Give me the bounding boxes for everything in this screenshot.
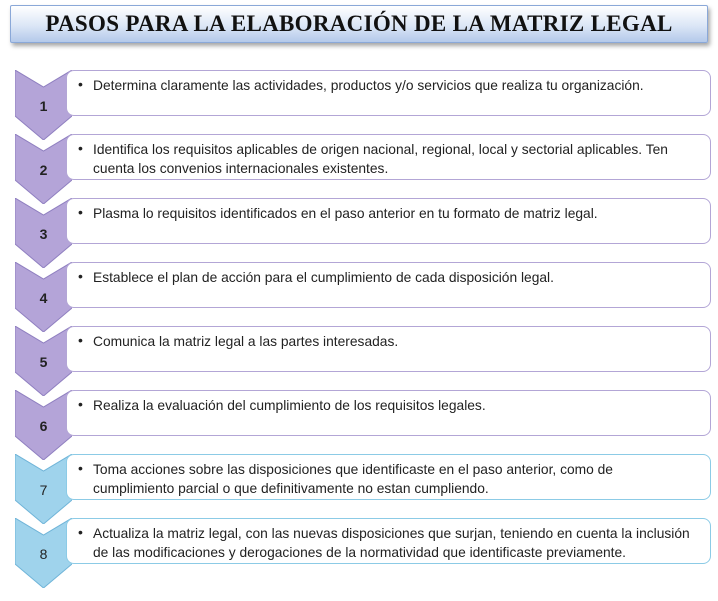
step-4-card (66, 262, 711, 308)
step-2-number: 2 (39, 162, 48, 178)
bullet-glyph: • (78, 460, 83, 476)
step-3-card (66, 198, 711, 244)
step-5-card (66, 326, 711, 372)
step-4-text: Establece el plan de acción para el cumplimiento de cada disposición legal. (93, 270, 554, 285)
bullet-glyph: • (78, 332, 83, 348)
step-6 (0, 390, 718, 460)
step-8-text: Actualiza la matriz legal, con las nuevas disposiciones que surjan, teniendo en cuenta la inclusión de las modificaciones y derogaciones de la normatividad que identificaste previamente. (93, 526, 690, 560)
step-1 (0, 70, 718, 140)
bullet-glyph: • (78, 396, 83, 412)
title-banner (10, 5, 708, 43)
step-6-text: Realiza la evaluación del cumplimiento de los requisitos legales. (93, 398, 486, 413)
step-5 (0, 326, 718, 396)
step-4 (0, 262, 718, 332)
step-2 (0, 134, 718, 204)
bullet-glyph: • (78, 524, 83, 540)
step-7-number: 7 (39, 482, 48, 498)
step-2-text: Identifica los requisitos aplicables de origen nacional, regional, local y sectorial aplicables. Ten cuenta los convenios internacionales existentes. (93, 142, 668, 176)
step-1-card (66, 70, 711, 116)
step-3-text: Plasma lo requisitos identificados en el paso anterior en tu formato de matriz legal. (93, 206, 598, 221)
bullet-glyph: • (78, 140, 83, 156)
bullet-glyph: • (78, 76, 83, 92)
step-3 (0, 198, 718, 268)
step-8 (0, 518, 718, 588)
step-4-number: 4 (39, 290, 48, 306)
step-7-card (66, 454, 711, 500)
step-2-card (66, 134, 711, 180)
step-3-number: 3 (39, 226, 48, 242)
step-8-number: 8 (39, 546, 48, 562)
step-1-text: Determina claramente las actividades, productos y/o servicios que realiza tu organización. (93, 78, 644, 93)
step-5-text: Comunica la matriz legal a las partes interesadas. (93, 334, 399, 349)
step-1-number: 1 (39, 98, 48, 114)
step-8-card (66, 518, 711, 564)
step-7 (0, 454, 718, 524)
step-5-number: 5 (39, 354, 48, 370)
diagram-title: PASOS PARA LA ELABORACIÓN DE LA MATRIZ LEGAL (45, 11, 673, 36)
step-7-text: Toma acciones sobre las disposiciones que identificaste en el paso anterior, como de cumplimiento parcial o que definitivamente no estan cumpliendo. (93, 462, 613, 496)
bullet-glyph: • (78, 268, 83, 284)
step-6-number: 6 (39, 418, 48, 434)
bullet-glyph: • (78, 204, 83, 220)
step-6-card (66, 390, 711, 436)
